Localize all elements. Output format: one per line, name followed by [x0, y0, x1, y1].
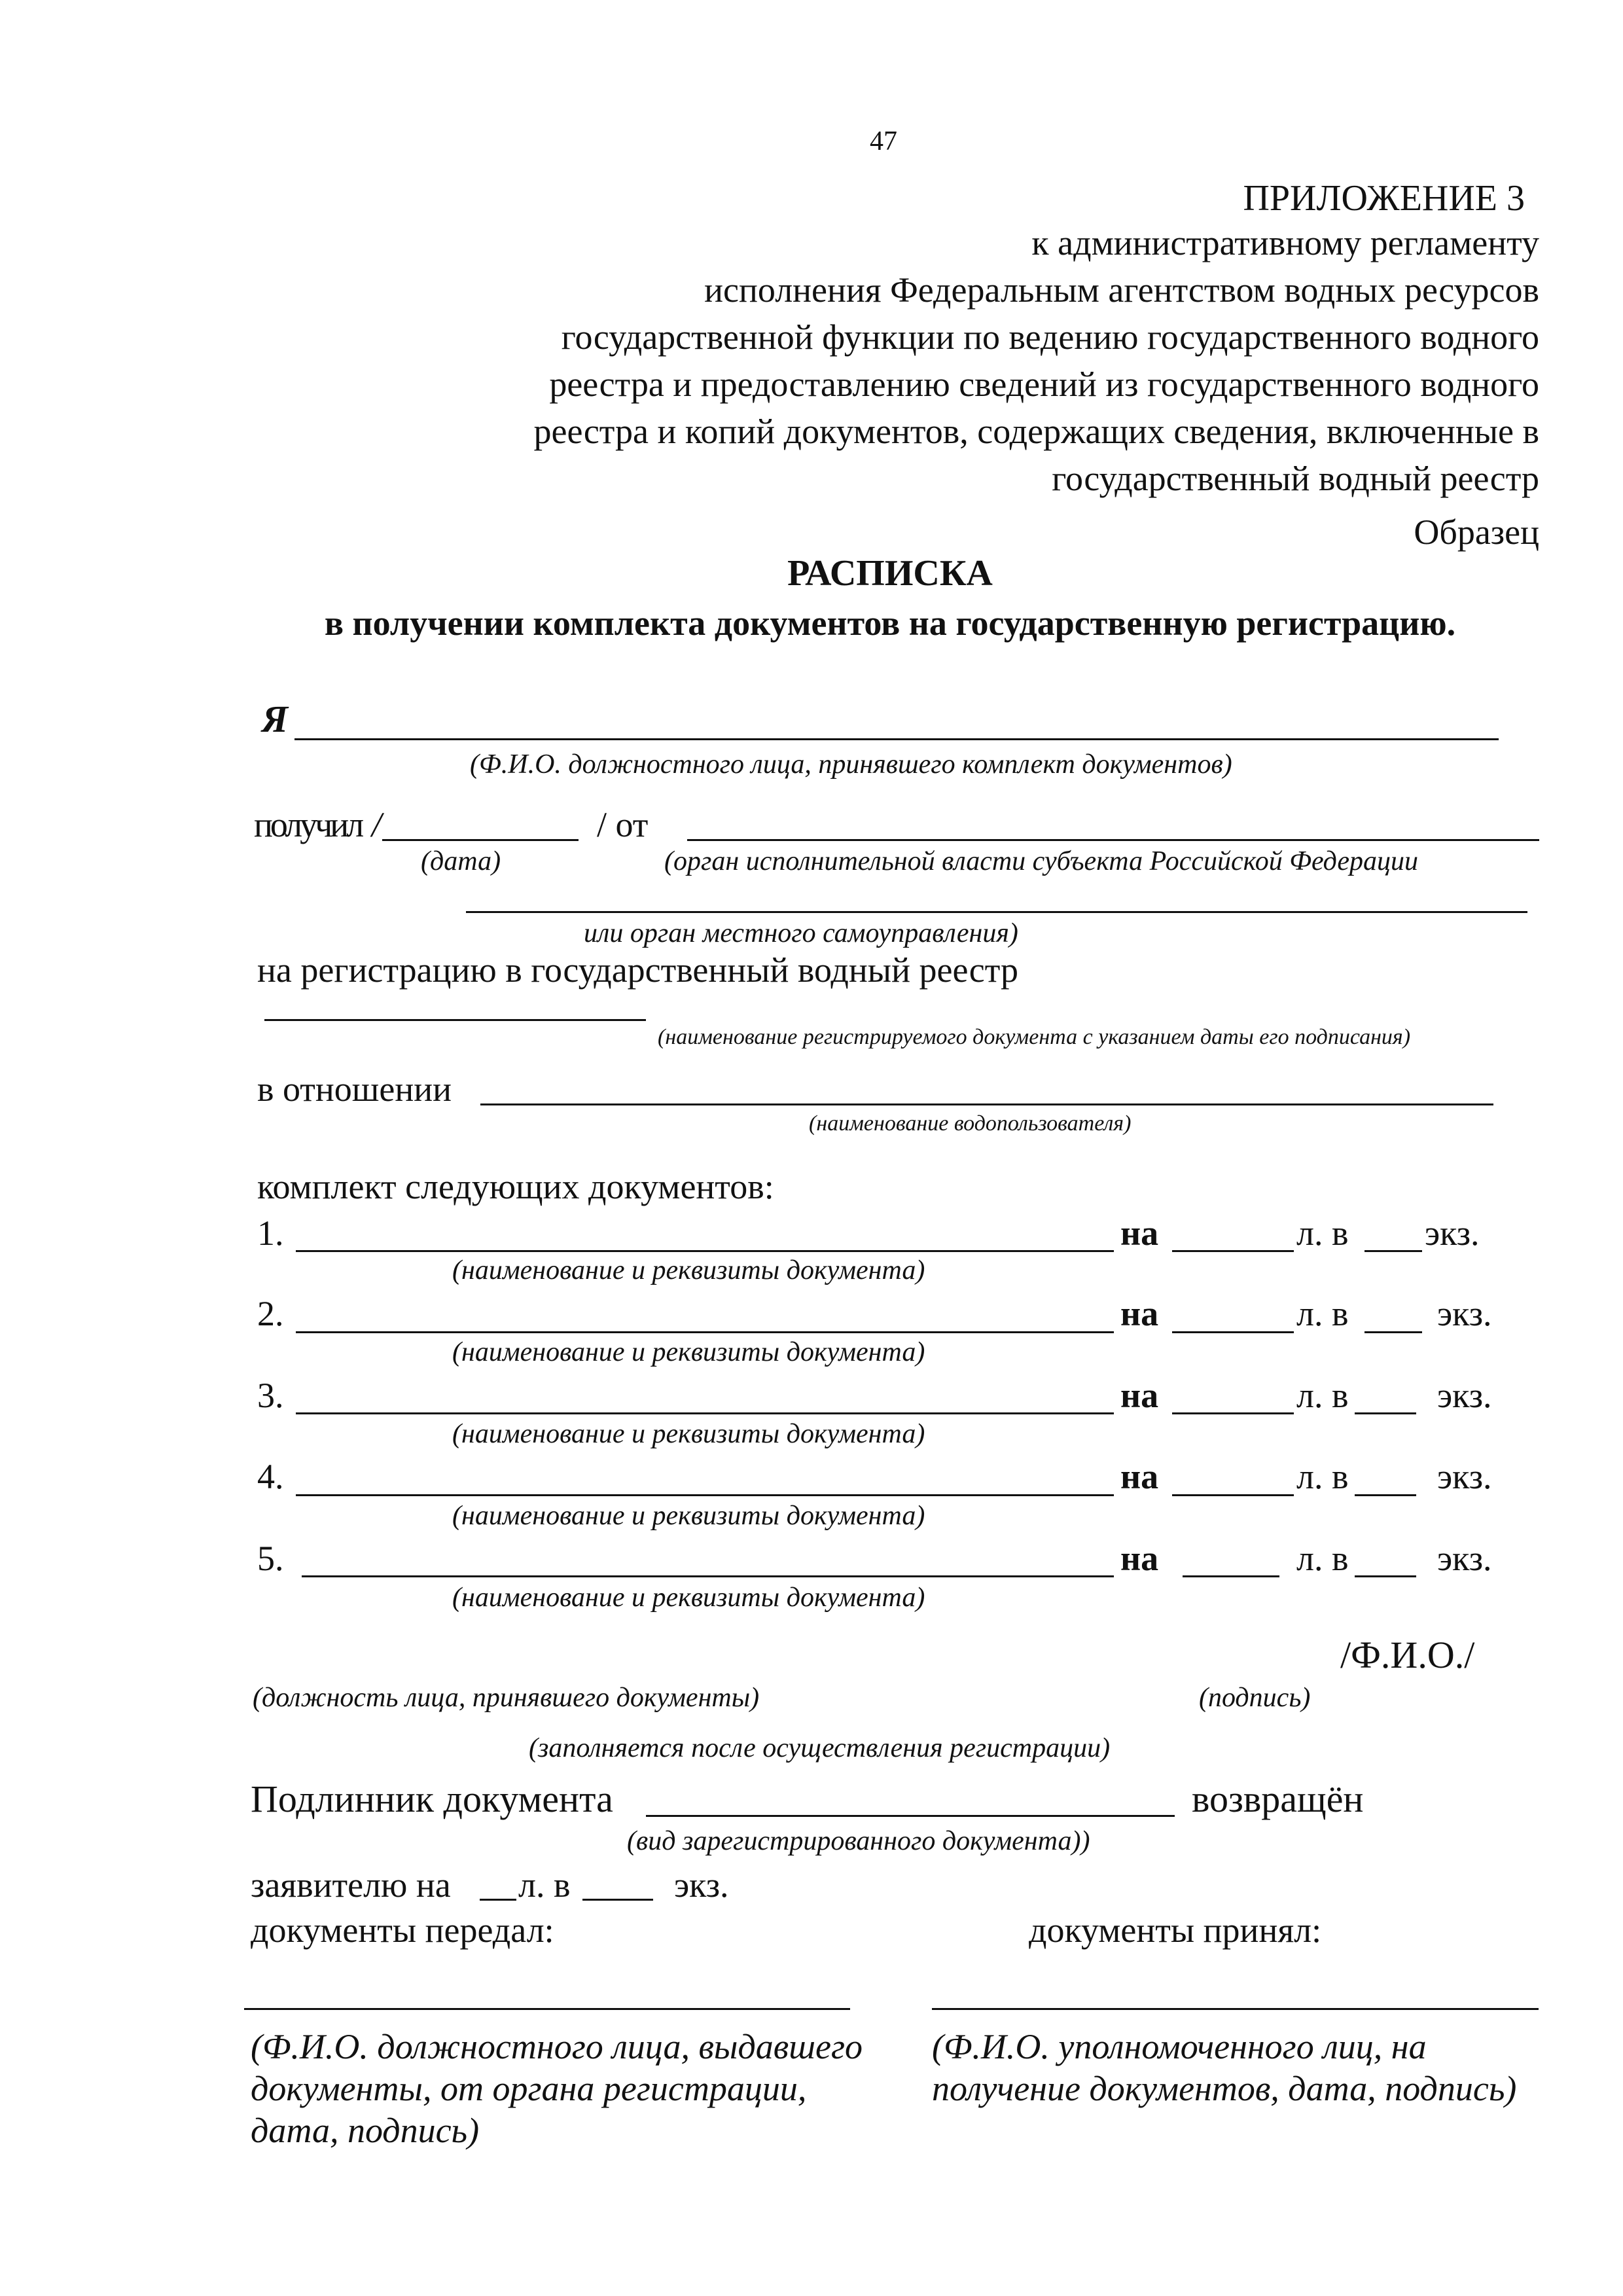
receipt-title: РАСПИСКА [787, 553, 993, 594]
for-registration-label: на регистрацию в государственный водный реестр [257, 950, 1018, 990]
sample-label: Образец [1414, 512, 1539, 552]
position-caption: (должность лица, принявшего документы) [253, 1683, 760, 1713]
document-on-label: на [1120, 1294, 1159, 1333]
authority-input-line-2[interactable] [466, 911, 1527, 913]
accepted-caption-line-2: получение документов, дата, подпись) [932, 2069, 1517, 2108]
document-on-label: на [1120, 1457, 1159, 1496]
authority-input-line[interactable] [687, 839, 1539, 841]
document-number: 4. [257, 1457, 284, 1496]
water-user-caption: (наименование водопользователя) [809, 1111, 1132, 1136]
doc-name-input-line[interactable] [264, 1019, 646, 1021]
document-number: 3. [257, 1376, 284, 1415]
document-kind-caption: (вид зарегистрированного документа)) [627, 1826, 1090, 1856]
original-document-label: Подлинник документа [251, 1778, 613, 1820]
date-caption: (дата) [421, 846, 501, 876]
fio-caption: (Ф.И.О. должностного лица, принявшего комплект документов) [470, 749, 1232, 780]
after-registration-caption: (заполняется после осуществления регистрации) [529, 1733, 1111, 1763]
page-number: 47 [870, 126, 897, 156]
received-slash: / [372, 805, 382, 844]
fio-input-line[interactable] [294, 738, 1499, 740]
date-input-line[interactable] [382, 839, 579, 841]
sheets-input-line[interactable] [1183, 1575, 1279, 1577]
appendix-line-6: государственный водный реестр [1052, 459, 1539, 498]
copies-label: экз. [1437, 1539, 1492, 1578]
applicant-sheets-label: л. в [518, 1865, 571, 1905]
document-name-input-line[interactable] [296, 1412, 1114, 1414]
sheets-label: л. в [1296, 1376, 1349, 1415]
document-caption: (наименование и реквизиты документа) [452, 1419, 925, 1449]
accepted-caption-line-1: (Ф.И.О. уполномоченного лиц, на [932, 2027, 1427, 2066]
copies-input-line[interactable] [1364, 1250, 1422, 1252]
returned-label: возвращён [1192, 1778, 1364, 1820]
signature-caption: (подпись) [1199, 1683, 1311, 1713]
document-name-input-line[interactable] [302, 1575, 1114, 1577]
doc-name-caption: (наименование регистрируемого документа с указанием даты его подписания) [658, 1025, 1411, 1049]
slash-from-label: / от [597, 805, 649, 844]
applicant-copies-label: экз. [674, 1865, 729, 1905]
document-kind-input-line[interactable] [646, 1815, 1175, 1817]
documents-handed-label: документы передал: [251, 1910, 554, 1950]
applicant-sheets-input-line[interactable] [480, 1899, 516, 1901]
copies-input-line[interactable] [1355, 1494, 1416, 1496]
document-caption: (наименование и реквизиты документа) [452, 1501, 925, 1531]
regarding-label: в отношении [257, 1069, 452, 1109]
applicant-copies-input-line[interactable] [582, 1899, 653, 1901]
copies-label: экз. [1437, 1376, 1492, 1415]
appendix-line-2: исполнения Федеральным агентством водных ресурсов [704, 270, 1539, 310]
water-user-input-line[interactable] [480, 1103, 1493, 1105]
document-on-label: на [1120, 1213, 1159, 1253]
handed-caption-line-3: дата, подпись) [251, 2111, 480, 2150]
accepted-signature-line[interactable] [932, 2008, 1539, 2010]
appendix-line-4: реестра и предоставлению сведений из государственного водного [549, 365, 1539, 404]
document-name-input-line[interactable] [296, 1494, 1114, 1496]
sheets-label: л. в [1296, 1457, 1349, 1496]
to-applicant-label: заявителю на [251, 1865, 451, 1905]
handed-signature-line[interactable] [244, 2008, 850, 2010]
fio-signature-label: /Ф.И.О./ [1340, 1634, 1475, 1676]
appendix-line-3: государственной функции по ведению государственного водного [561, 317, 1539, 357]
copies-label: экз. [1437, 1294, 1492, 1333]
sheets-input-line[interactable] [1172, 1331, 1294, 1333]
document-name-input-line[interactable] [296, 1250, 1114, 1252]
appendix-line-5: реестра и копий документов, содержащих сведения, включенные в [533, 412, 1539, 451]
document-on-label: на [1120, 1376, 1159, 1415]
authority-caption-2: или орган местного самоуправления) [584, 918, 1018, 948]
handed-caption-line-2: документы, от органа регистрации, [251, 2069, 807, 2108]
appendix-line-1: к административному регламенту [1031, 223, 1539, 262]
receipt-subtitle: в получении комплекта документов на государственную регистрацию. [324, 603, 1456, 643]
document-number: 2. [257, 1294, 284, 1333]
authority-caption: (орган исполнительной власти субъекта Российской Федерации [664, 846, 1419, 876]
document-number: 1. [257, 1213, 284, 1253]
appendix-title: ПРИЛОЖЕНИЕ 3 [1243, 178, 1525, 219]
sheets-input-line[interactable] [1172, 1494, 1294, 1496]
sheets-input-line[interactable] [1172, 1412, 1294, 1414]
received-label: получил [254, 805, 362, 844]
ya-label: Я [262, 698, 288, 740]
copies-input-line[interactable] [1355, 1412, 1416, 1414]
document-number: 5. [257, 1539, 284, 1578]
document-caption: (наименование и реквизиты документа) [452, 1255, 925, 1285]
document-on-label: на [1120, 1539, 1159, 1578]
document-caption: (наименование и реквизиты документа) [452, 1337, 925, 1367]
copies-input-line[interactable] [1355, 1575, 1416, 1577]
document-name-input-line[interactable] [296, 1331, 1114, 1333]
sheets-label: л. в [1296, 1294, 1349, 1333]
sheets-label: л. в [1296, 1213, 1349, 1253]
document-caption: (наименование и реквизиты документа) [452, 1583, 925, 1613]
sheets-label: л. в [1296, 1539, 1349, 1578]
handed-caption-line-1: (Ф.И.О. должностного лица, выдавшего [251, 2027, 863, 2066]
copies-label: экз. [1425, 1213, 1480, 1253]
documents-accepted-label: документы принял: [1029, 1910, 1322, 1950]
sheets-input-line[interactable] [1172, 1250, 1294, 1252]
copies-input-line[interactable] [1364, 1331, 1422, 1333]
copies-label: экз. [1437, 1457, 1492, 1496]
set-of-documents-label: комплект следующих документов: [257, 1167, 774, 1206]
